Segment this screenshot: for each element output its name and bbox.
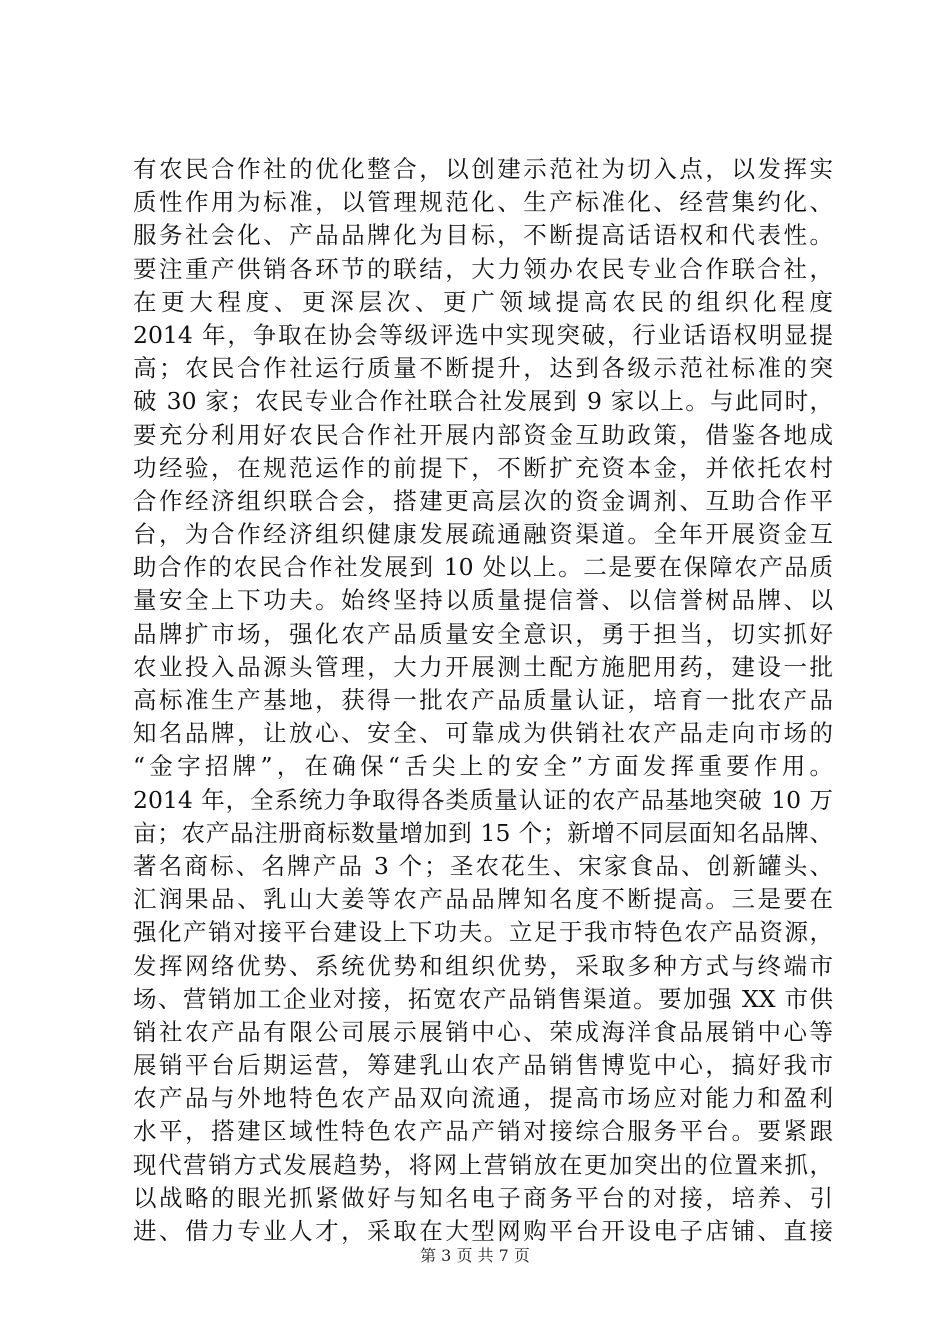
text-line: 农产品与外地特色农产品双向流通，提高市场应对能力和盈利: [133, 1084, 833, 1113]
text-line: 汇润果品、乳山大姜等农产品品牌知名度不断提高。三是要在: [133, 885, 833, 914]
text-line: 合作经济组织联合会，搭建更高层次的资金调剂、互助合作平: [133, 486, 833, 515]
text-line: 强化产销对接平台建设上下功夫。立足于我市特色农产品资源，: [133, 918, 833, 947]
text-line: 在更大程度、更深层次、更广领域提高农民的组织化程度: [133, 287, 833, 316]
text-line: 破 30 家；农民专业合作社联合社发展到 9 家以上。与此同时，: [133, 387, 833, 416]
text-line: 2014 年，争取在协会等级评选中实现突破，行业话语权明显提: [133, 320, 833, 349]
text-line: 展销平台后期运营，筹建乳山农产品销售博览中心，搞好我市: [133, 1051, 833, 1080]
page-number-footer: 第 3 页 共 7 页: [420, 1246, 530, 1265]
text-line: 2014 年，全系统力争取得各类质量认证的农产品基地突破 10 万: [133, 785, 833, 814]
text-line: 进、借力专业人才，采取在大型网购平台开设电子店铺、直接: [133, 1217, 833, 1245]
text-line: 以战略的眼光抓紧做好与知名电子商务平台的对接，培养、引: [133, 1183, 833, 1212]
text-line: 要注重产供销各环节的联结，大力领办农民专业合作联合社，: [133, 254, 833, 283]
text-line: 销社农产品有限公司展示展销中心、荣成海洋食品展销中心等: [133, 1017, 833, 1046]
text-line: 水平，搭建区域性特色农产品产销对接综合服务平台。要紧跟: [133, 1117, 833, 1146]
text-line: 服务社会化、产品品牌化为目标，不断提高话语权和代表性。: [133, 221, 833, 250]
text-line: 发挥网络优势、系统优势和组织优势，采取多种方式与终端市: [133, 951, 833, 980]
text-line: 台，为合作经济组织健康发展疏通融资渠道。全年开展资金互: [133, 520, 833, 549]
text-line: 要充分利用好农民合作社开展内部资金互助政策，借鉴各地成: [133, 420, 833, 449]
text-line: 质性作用为标准，以管理规范化、生产标准化、经营集约化、: [133, 188, 833, 217]
text-line: 有农民合作社的优化整合，以创建示范社为切入点，以发挥实: [133, 155, 833, 183]
text-line: 农业投入品源头管理，大力开展测土配方施肥用药，建设一批: [133, 652, 833, 681]
text-line: 现代营销方式发展趋势，将网上营销放在更加突出的位置来抓，: [133, 1150, 833, 1179]
text-line: 知名品牌，让放心、安全、可靠成为供销社农产品走向市场的: [133, 719, 833, 748]
text-line: 亩；农产品注册商标数量增加到 15 个；新增不同层面知名品牌、: [133, 818, 833, 847]
text-line: 功经验，在规范运作的前提下，不断扩充资本金，并依托农村: [133, 453, 833, 482]
text-line: 高标准生产基地，获得一批农产品质量认证，培育一批农产品: [133, 686, 833, 714]
text-line: 场、营销加工企业对接，拓宽农产品销售渠道。要加强 XX 市供: [133, 984, 833, 1013]
document-body: [133, 153, 833, 1248]
text-line: 助合作的农民合作社发展到 10 处以上。二是要在保障农产品质: [133, 553, 833, 582]
text-line: 高；农民合作社运行质量不断提升，达到各级示范社标准的突: [133, 354, 833, 383]
text-line: 品牌扩市场，强化农产品质量安全意识，勇于担当，切实抓好: [133, 619, 833, 648]
text-line: 著名商标、名牌产品 3 个；圣农花生、宋家食品、创新罐头、: [133, 851, 833, 880]
text-line: 量安全上下功夫。始终坚持以质量提信誉、以信誉树品牌、以: [133, 586, 833, 615]
text-line: “金字招牌”，在确保“舌尖上的安全”方面发挥重要作用。: [133, 752, 833, 781]
